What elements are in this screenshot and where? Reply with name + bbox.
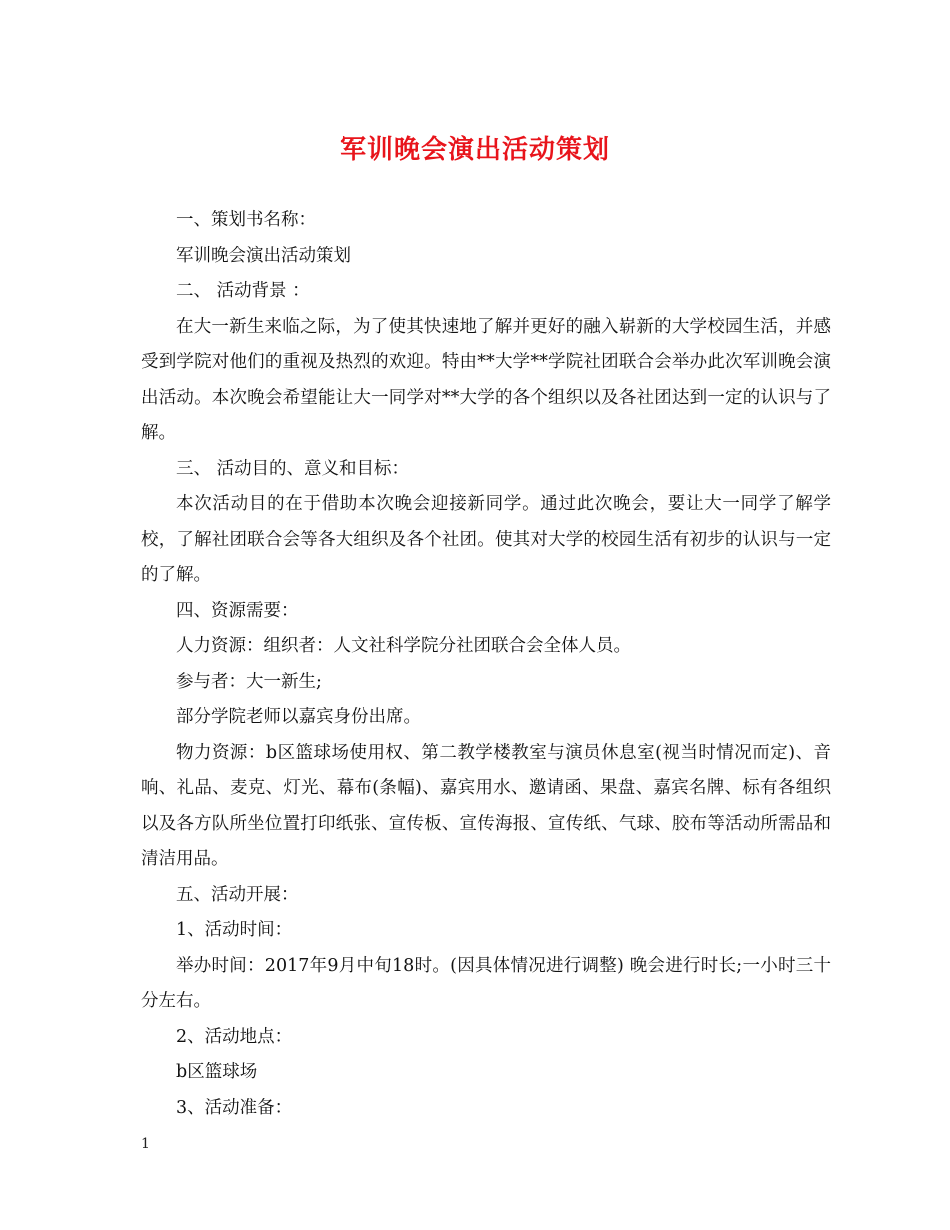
paragraph-heading-3: 三、 活动目的、意义和目标： [176, 458, 410, 479]
paragraph-heading-4: 四、资源需要： [176, 600, 299, 621]
paragraph-heading-2: 二、 活动背景 ： [176, 281, 310, 301]
document-body [141, 203, 831, 1126]
paragraph: 本次活动目的在于借助本次晚会迎接新同学。通过此次晚会，要让大一同学了解学校，了解社团联合会等各大组织及各个社团。使其对大学的校园生活有初步的认识与一定的了解。 [141, 494, 831, 585]
document-title: 军训晚会演出活动策划 [339, 135, 610, 165]
paragraph-heading-5: 五、活动开展： [176, 884, 299, 905]
paragraph: 举办时间：2017年9月中旬18时。(因具体情况进行调整) 晚会进行时长;一小时三十分左右。 [141, 955, 831, 1011]
paragraph: 在大一新生来临之际，为了使其快速地了解并更好的融入崭新的大学校园生活，并感受到学院对他们的重视及热烈的欢迎。特由**大学**学院社团联合会举办此次军训晚会演出活动。本次晚会希望能让大一同学对**大学的各个组织以及各社团达到一定的认识与了解。 [141, 316, 831, 443]
paragraph: b区篮球场 [176, 1062, 258, 1082]
paragraph: 人力资源：组织者：人文社科学院分社团联合会全体人员。 [176, 636, 631, 656]
paragraph: 参与者：大一新生; [176, 671, 322, 692]
paragraph: 军训晚会演出活动策划 [176, 245, 351, 266]
paragraph: 3、活动准备： [176, 1097, 293, 1118]
paragraph: 2、活动地点： [176, 1026, 293, 1047]
paragraph: 部分学院老师以嘉宾身份出席。 [176, 707, 421, 727]
paragraph: 物力资源：b区篮球场使用权、第二教学楼教室与演员休息室(视当时情况而定)、音响、礼品、麦克、灯光、幕布(条幅)、嘉宾用水、邀请函、果盘、嘉宾名牌、标有各组织以及各方队所坐位置打印纸张、宣传板、宣传海报、宣传纸、气球、胶布等活动所需品和清洁用品。 [141, 742, 831, 869]
paragraph-heading-1: 一、策划书名称： [176, 210, 316, 230]
paragraph: 1、活动时间： [176, 920, 293, 940]
page-number: 1 [141, 1136, 150, 1152]
